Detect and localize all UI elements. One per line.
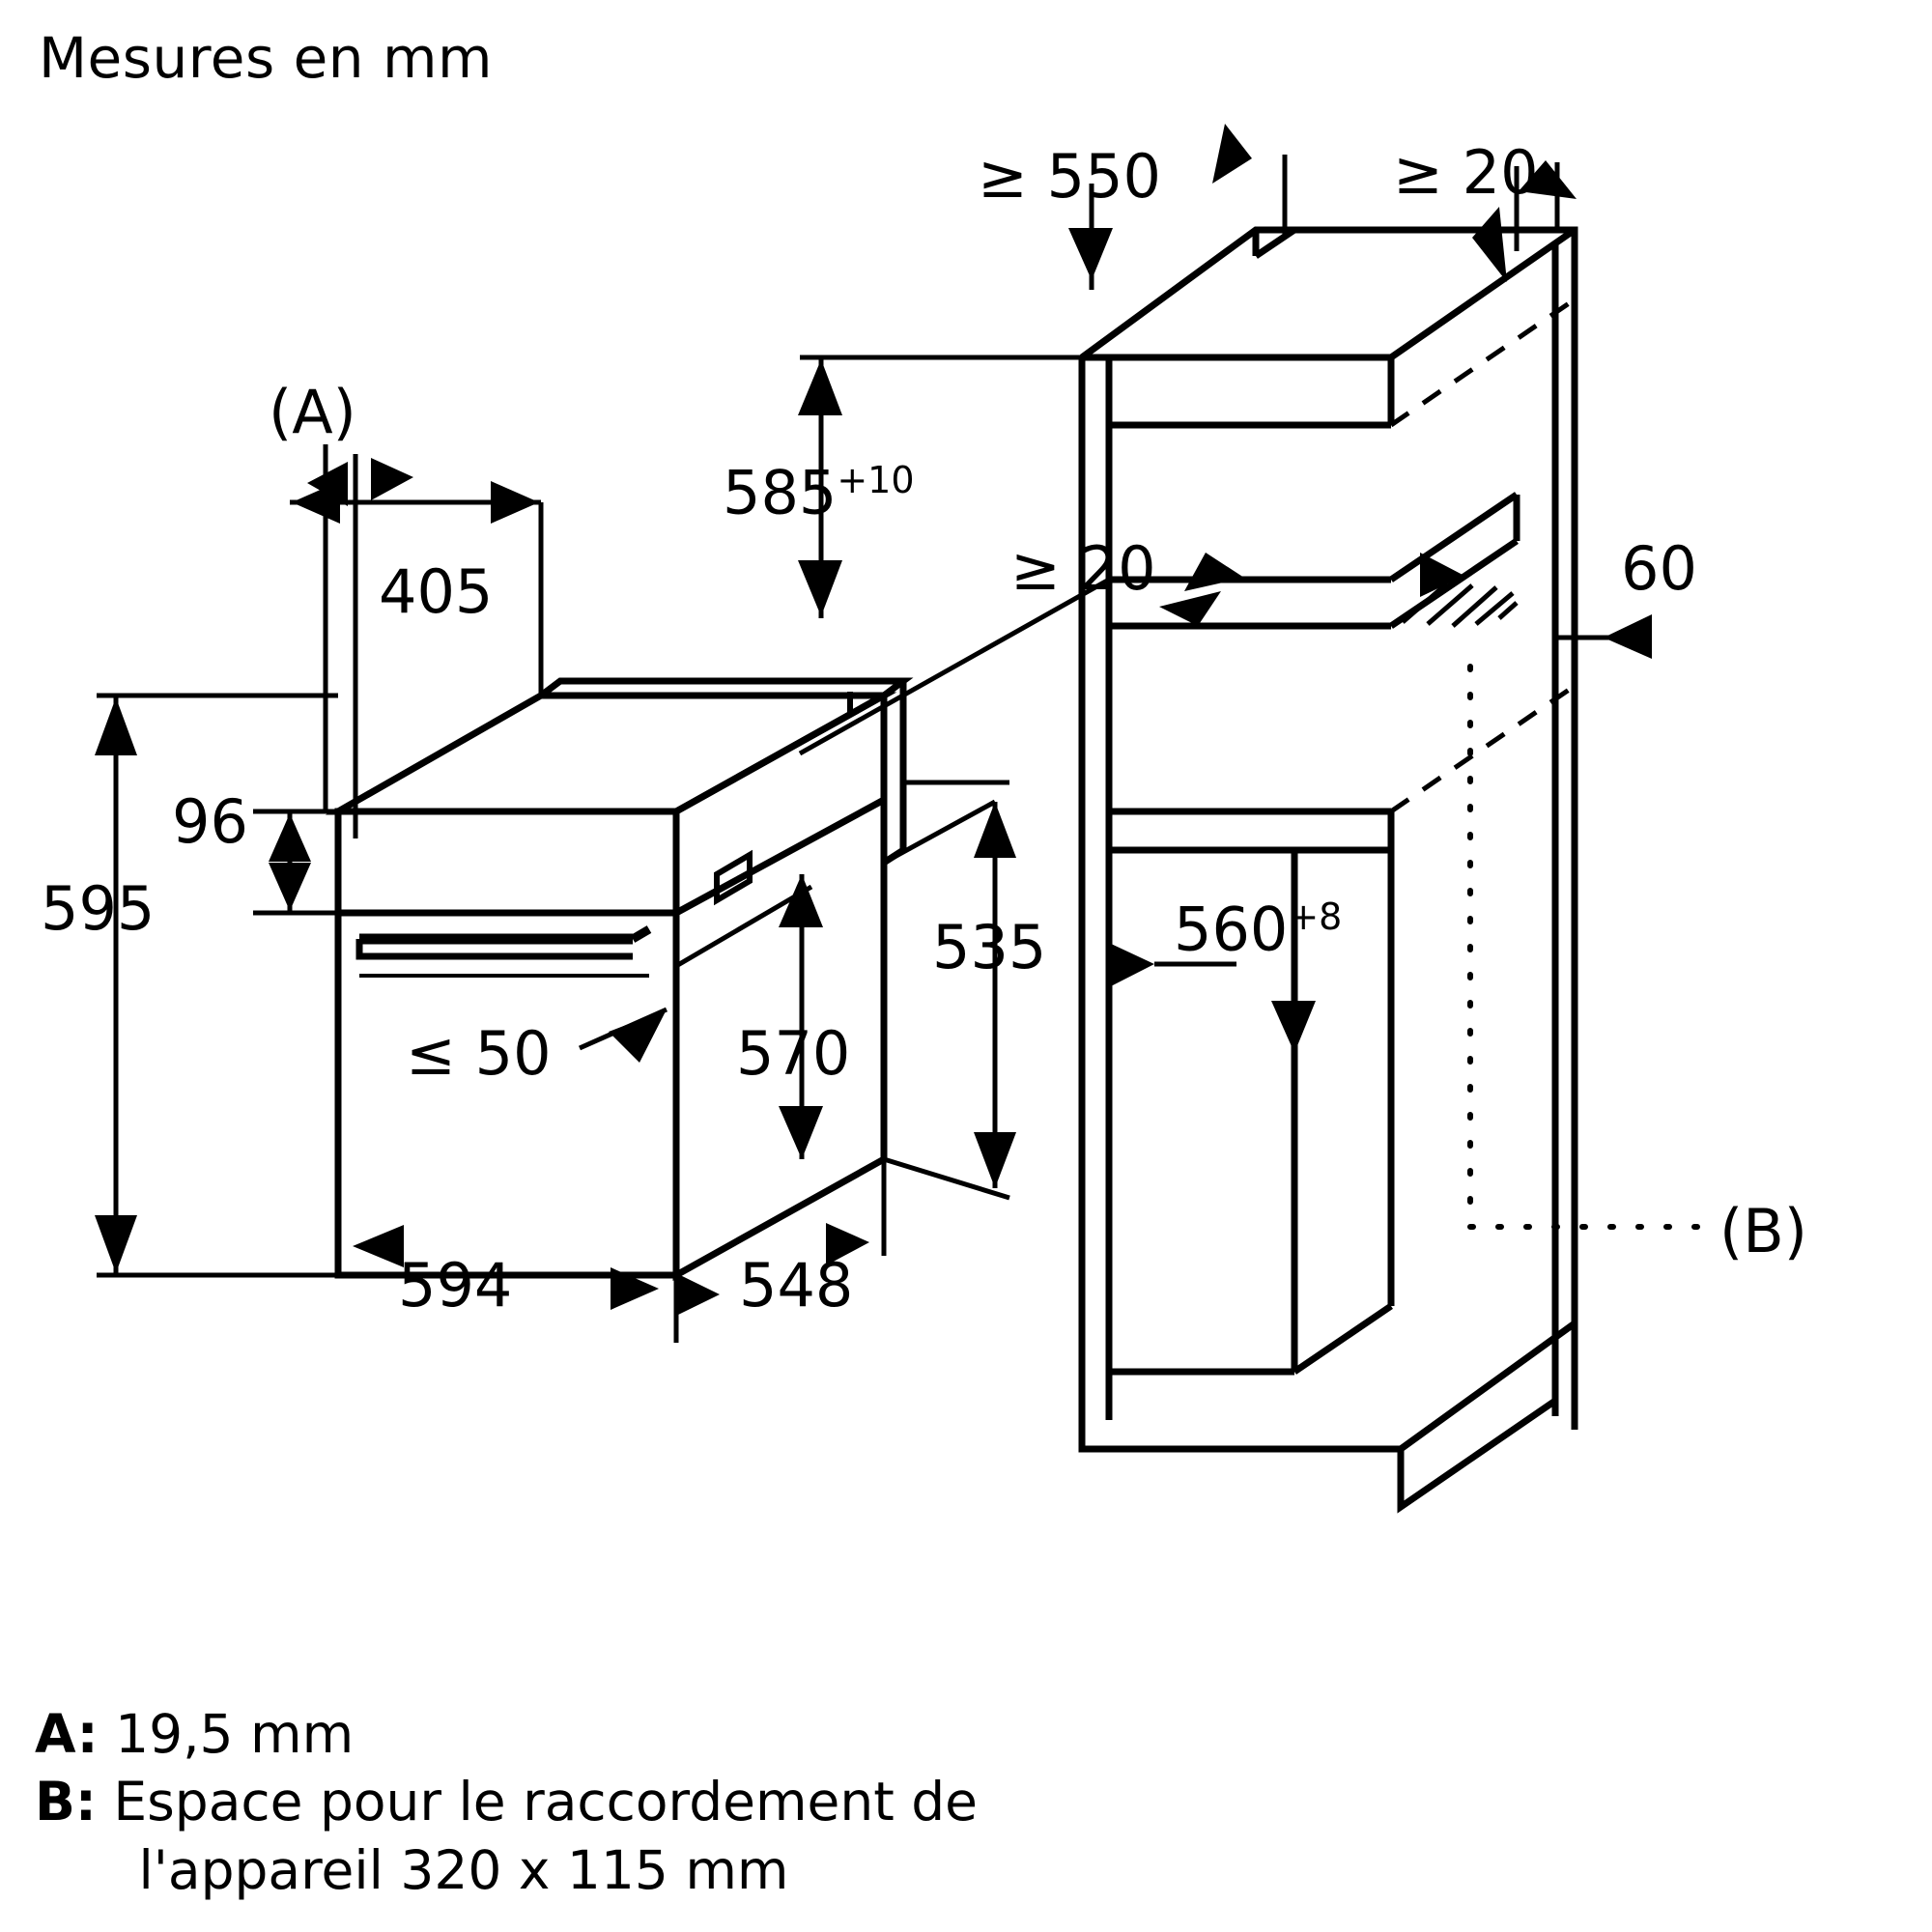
dim-rear-depth: 548 bbox=[739, 1250, 854, 1321]
label-b-marker: (B) bbox=[1719, 1196, 1807, 1266]
legend-row-a bbox=[35, 1700, 1677, 1768]
legend-b-key: B: bbox=[35, 1771, 97, 1833]
legend-b-text-line1: Espace pour le raccordement de bbox=[113, 1771, 979, 1833]
dim-total-width: 594 bbox=[398, 1250, 513, 1321]
legend-b-text-line2: l'appareil 320 x 115 mm bbox=[138, 1838, 789, 1901]
dim-front-panel-thickness: 60 bbox=[1621, 533, 1697, 604]
label-a-marker: (A) bbox=[269, 377, 356, 447]
dim-body-depth: 570 bbox=[736, 1018, 851, 1089]
legend bbox=[35, 1700, 1677, 1904]
dim-niche-height: $585^{+10}$ bbox=[723, 457, 915, 528]
legend-row-b bbox=[35, 1768, 1677, 1835]
dim-niche-width: $560^{+8}$ bbox=[1174, 894, 1343, 965]
dim-door-gap: ≤ 50 bbox=[406, 1018, 552, 1089]
dim-body-height: 535 bbox=[932, 912, 1047, 982]
dim-shelf-gap: ≥ 20 bbox=[1010, 533, 1156, 604]
legend-a-key: A: bbox=[35, 1703, 99, 1765]
dim-width-front: 405 bbox=[379, 556, 494, 627]
dim-niche-depth-top: ≥ 550 bbox=[978, 141, 1161, 212]
dim-total-height: 595 bbox=[41, 873, 156, 944]
legend-row-b-cont bbox=[35, 1836, 1677, 1904]
page-title: Mesures en mm bbox=[39, 25, 493, 91]
legend-a-text: 19,5 mm bbox=[115, 1703, 355, 1765]
dim-rear-gap-top: ≥ 20 bbox=[1393, 137, 1539, 208]
dim-panel-height: 96 bbox=[172, 786, 248, 857]
